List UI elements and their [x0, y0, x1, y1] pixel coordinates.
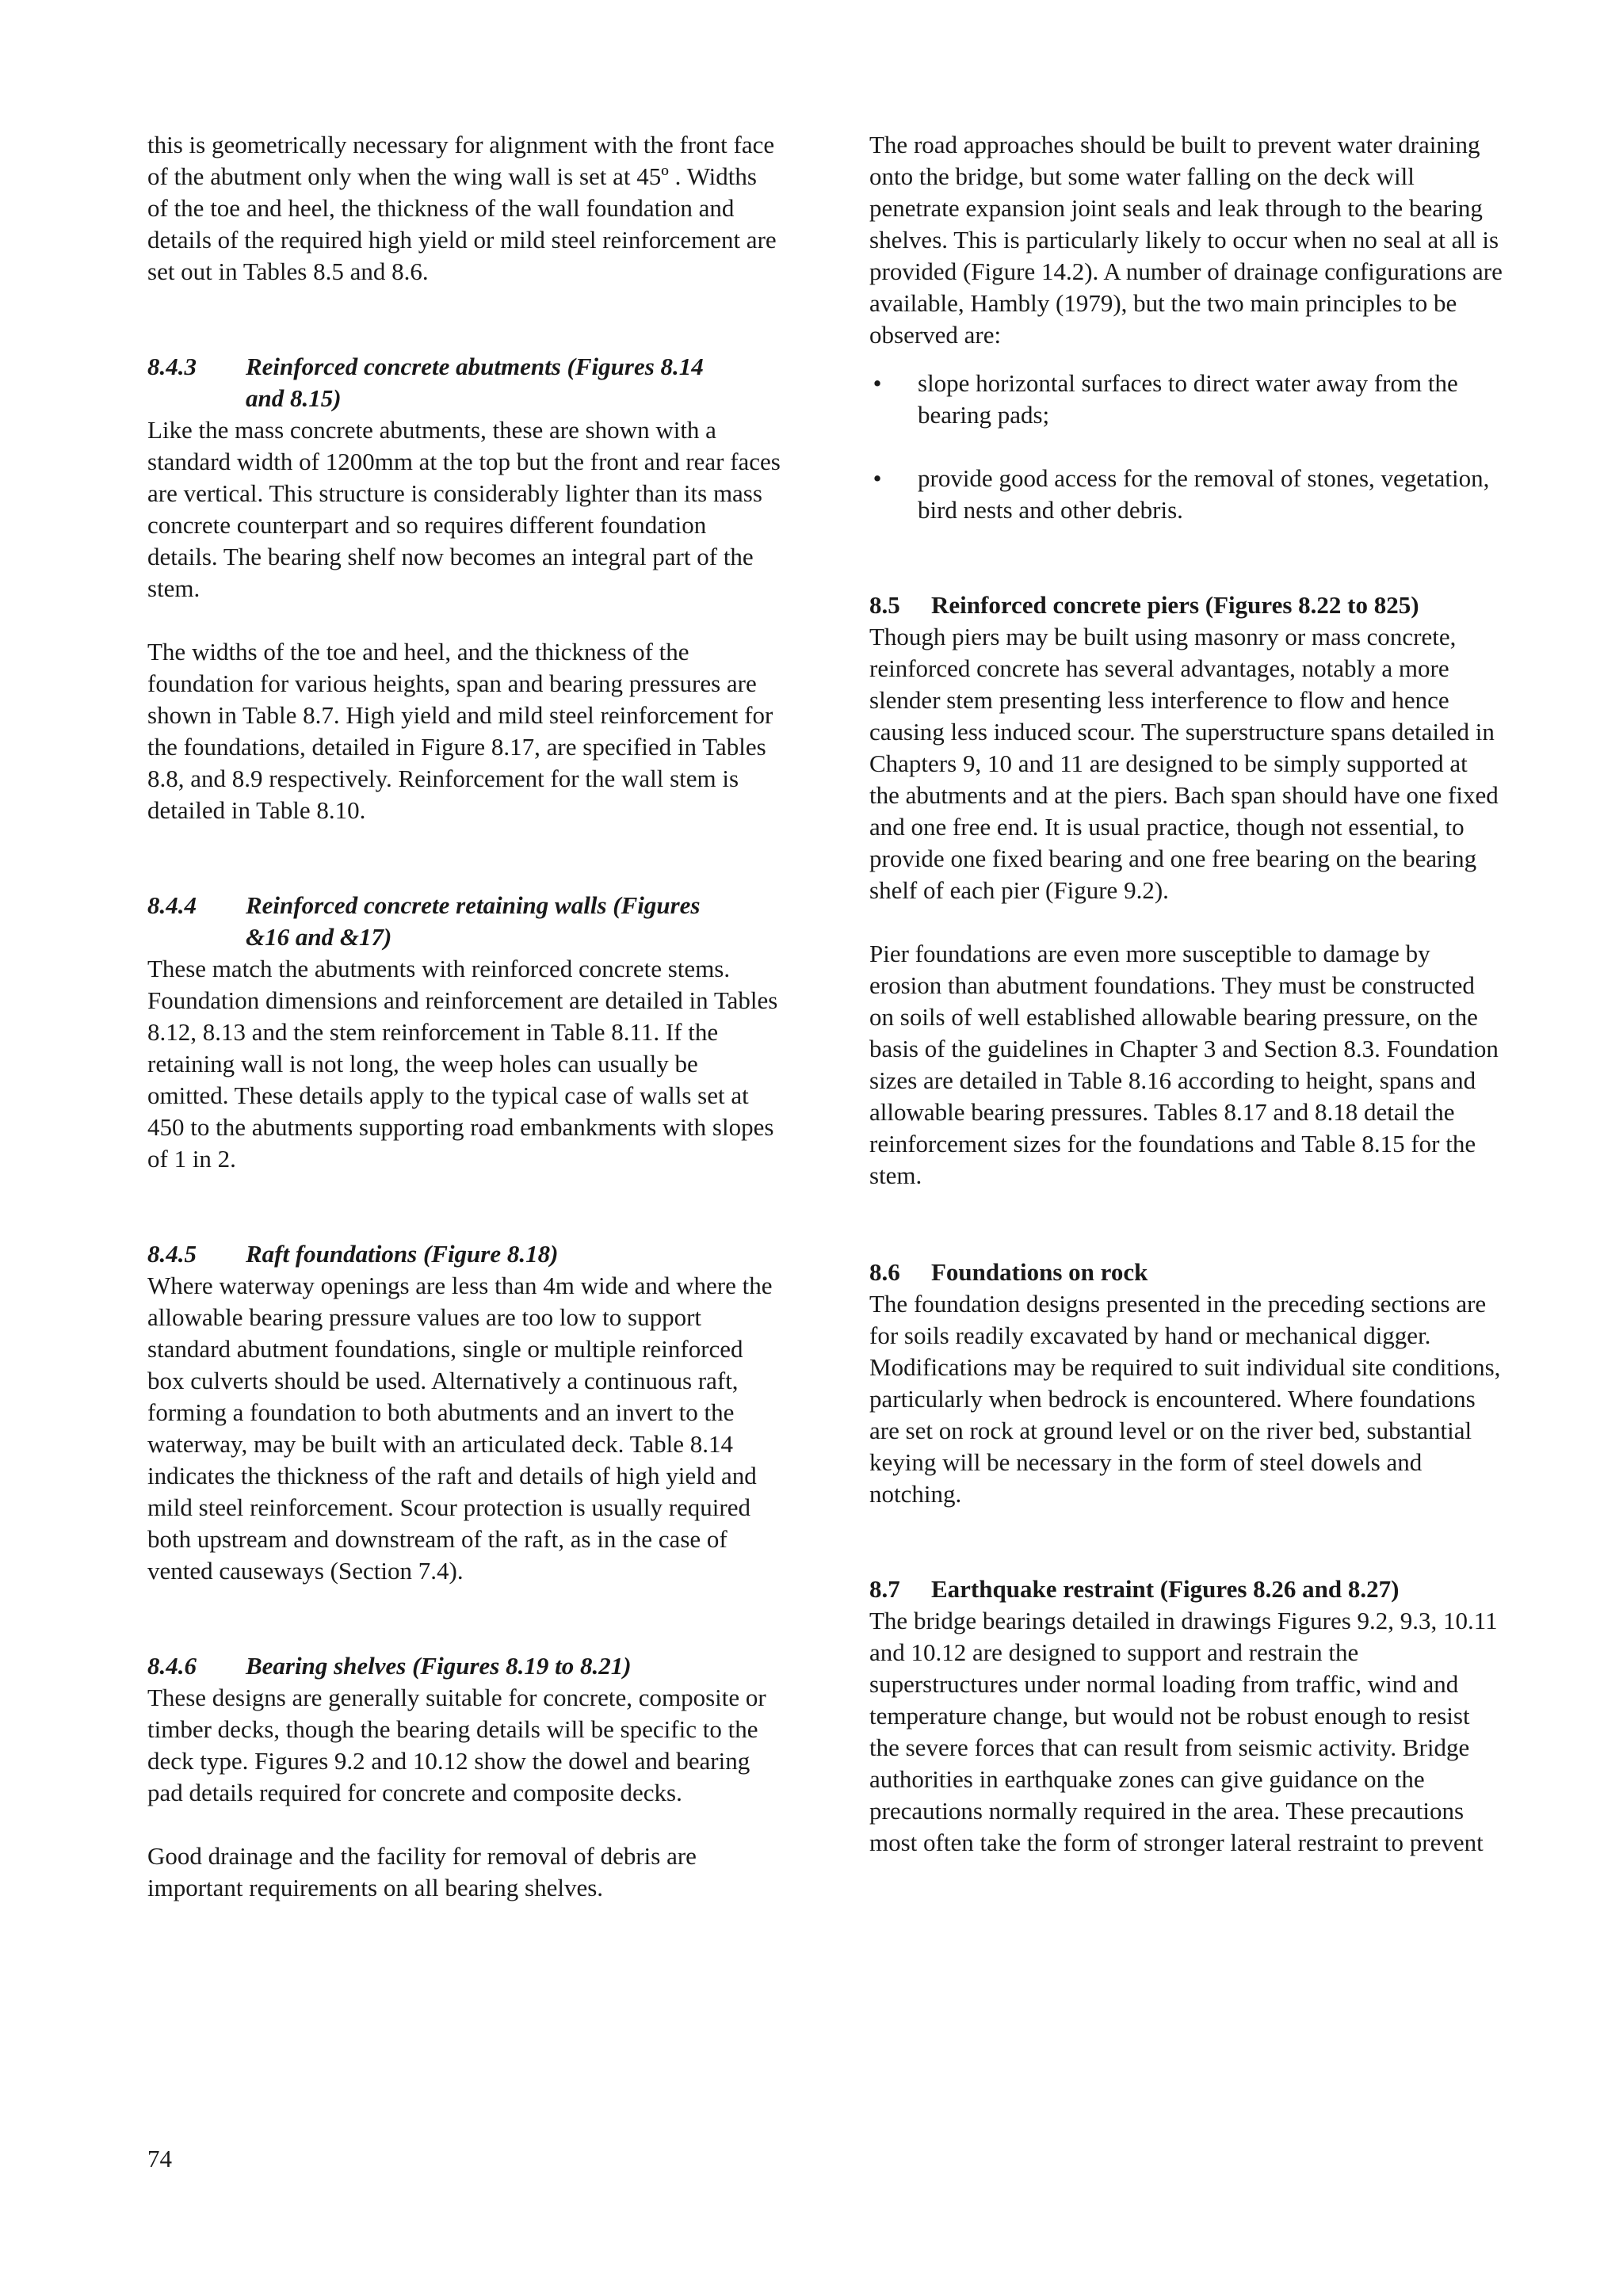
bullet-icon: •	[873, 369, 882, 397]
section-heading-8-7	[869, 1573, 1503, 1605]
paragraph: this is geometrically necessary for alignment with the front face of the abutment only when the wing wall is set at 45º . Widths of the toe and heel, the thickness of the wall foundation and details of the required high yield or mild steel reinforcement are set out in Tables 8.5 and 8.6.	[147, 131, 777, 285]
paragraph: The widths of the toe and heel, and the thickness of the foundation for various heights, span and bearing pressures are shown in Table 8.7. High yield and mild steel reinforcement for the foundations, detailed in Figure 8.17, are specified in Tables 8.8, and 8.9 respectively. Reinforcement for the wall stem is detailed in Table 8.10.	[147, 638, 773, 824]
left-column	[147, 129, 781, 1904]
paragraph: These match the abutments with reinforced concrete stems. Foundation dimensions and reinforcement are detailed in Tables 8.12, 8.13 and the stem reinforcement in Table 8.11. If the retaining wall is not long, the weep holes can usually be omitted. These details apply to the typical case of walls set at 450 to the abutments supporting road embankments with slopes of 1 in 2.	[147, 955, 778, 1173]
section-number: 8.4.3	[147, 353, 197, 380]
section-number: 8.7	[869, 1575, 900, 1603]
section-number: 8.6	[869, 1258, 900, 1286]
list-item	[869, 368, 1503, 431]
section-title-continuation: &16 and &17)	[246, 923, 392, 951]
section-title: Earthquake restraint (Figures 8.26 and 8.27)	[931, 1575, 1400, 1603]
paragraph: Where waterway openings are less than 4m wide and where the allowable bearing pressure values are too low to support standard abutment foundations, single or multiple reinforced box culverts should be used. Alternatively a continuous raft, forming a foundation to both abutments and an invert to the waterway, may be built with an articulated deck. Table 8.14 indicates the thickness of the raft and details of high yield and mild steel reinforcement. Scour protection is usually required both upstream and downstream of the raft, as in the case of vented causeways (Section 7.4).	[147, 1272, 773, 1585]
section-title: Raft foundations (Figure 8.18)	[246, 1240, 559, 1268]
paragraph: Though piers may be built using masonry or mass concrete, reinforced concrete has several advantages, notably a more slender stem presenting less interference to flow and hence causing less induced scour. The superstructure spans detailed in Chapters 9, 10 and 11 are designed to be simply supported at the abutments and at the piers. Bach span should have one fixed and one free end. It is usual practice, though not essential, to provide one fixed bearing and one free bearing on the bearing shelf of each pier (Figure 9.2).	[869, 623, 1499, 904]
paragraph: Pier foundations are even more susceptible to damage by erosion than abutment foundations. They must be constructed on soils of well established allowable bearing pressure, on the basis of the guidelines in Chapter 3 and Section 8.3. Foundation sizes are detailed in Table 8.16 according to height, spans and allowable bearing pressures. Tables 8.17 and 8.18 detail the reinforcement sizes for the foundations and Table 8.15 for the stem.	[869, 940, 1499, 1189]
paragraph: The bridge bearings detailed in drawings Figures 9.2, 9.3, 10.11 and 10.12 are designed to support and restrain the superstructures under normal loading from traffic, wind and temperature change, but would not be robust enough to resist the severe forces that can result from seismic activity. Bridge authorities in earthquake zones can give guidance on the precautions normally required in the area. These precautions most often take the form of stronger lateral restraint to prevent	[869, 1607, 1498, 1856]
section-title: Reinforced concrete piers (Figures 8.22 to 825)	[931, 591, 1419, 619]
paragraph: Good drainage and the facility for removal of debris are important requirements on all bearing shelves.	[147, 1842, 697, 1901]
section-heading-8-4-4	[147, 890, 781, 953]
right-column	[869, 129, 1503, 1859]
list-item	[869, 463, 1503, 526]
section-number: 8.4.5	[147, 1240, 197, 1268]
section-title: Reinforced concrete retaining walls (Figures	[246, 891, 701, 919]
paragraph: The foundation designs presented in the preceding sections are for soils readily excavated by hand or mechanical digger. Modifications may be required to suit individual site conditions, particularly when bedrock is encountered. Where foundations are set on rock at ground level or on the river bed, substantial keying will be necessary in the form of steel dowels and notching.	[869, 1290, 1501, 1508]
section-title: Bearing shelves (Figures 8.19 to 8.21)	[246, 1652, 632, 1680]
list-item-text: slope horizontal surfaces to direct water away from the bearing pads;	[918, 369, 1458, 429]
paragraph: These designs are generally suitable for concrete, composite or timber decks, though the bearing details will be specific to the deck type. Figures 9.2 and 10.12 show the dowel and bearing pad details required for concrete and composite decks.	[147, 1684, 766, 1806]
section-number: 8.4.4	[147, 891, 197, 919]
section-title: Reinforced concrete abutments (Figures 8.14	[246, 353, 704, 380]
bullet-icon: •	[873, 464, 882, 492]
page-number: 74	[147, 2145, 172, 2172]
bullet-list	[869, 368, 1503, 526]
section-heading-8-4-3	[147, 351, 781, 414]
list-item-text: provide good access for the removal of stones, vegetation, bird nests and other debris.	[918, 464, 1490, 524]
section-heading-8-6	[869, 1257, 1503, 1288]
section-number: 8.5	[869, 591, 900, 619]
section-title: Foundations on rock	[931, 1258, 1148, 1286]
section-title-continuation: and 8.15)	[246, 384, 342, 412]
paragraph: Like the mass concrete abutments, these are shown with a standard width of 1200mm at the top but the front and rear faces are vertical. This structure is considerably lighter than its mass concrete counterpart and so requires different foundation details. The bearing shelf now becomes an integral part of the stem.	[147, 416, 781, 602]
section-number: 8.4.6	[147, 1652, 197, 1680]
section-heading-8-4-5	[147, 1238, 781, 1270]
paragraph: The road approaches should be built to prevent water draining onto the bridge, but some water falling on the deck will penetrate expansion joint seals and leak through to the bearing shelves. This is particularly likely to occur when no seal at all is provided (Figure 14.2). A number of drainage configurations are available, Hambly (1979), but the two main principles to be observed are:	[869, 131, 1503, 349]
section-heading-8-4-6	[147, 1650, 781, 1682]
section-heading-8-5	[869, 589, 1503, 621]
